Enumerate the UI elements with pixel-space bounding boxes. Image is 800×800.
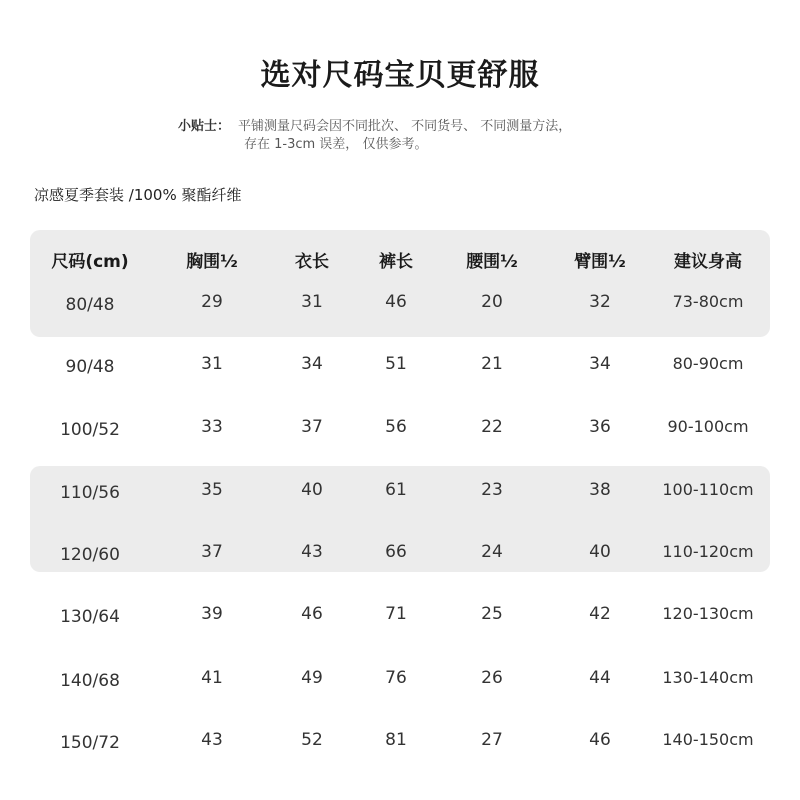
cell-chest: 35: [201, 480, 223, 500]
cell-pants-length: 61: [385, 480, 407, 500]
tip-note: [178, 118, 698, 154]
cell-size: 130/64: [60, 607, 120, 627]
tip-line-2: 存在 1-3cm 误差， 仅供参考。: [244, 137, 428, 152]
header-height: 建议身高: [674, 252, 742, 272]
cell-top-length: 52: [301, 730, 323, 750]
cell-height: 73-80cm: [672, 292, 744, 311]
cell-height: 140-150cm: [662, 730, 754, 749]
cell-size: 100/52: [60, 420, 120, 440]
cell-chest: 37: [201, 542, 223, 562]
cell-pants-length: 46: [385, 292, 407, 312]
cell-pants-length: 66: [385, 542, 407, 562]
header-waist: 腰围½: [466, 252, 518, 272]
cell-waist: 20: [481, 292, 503, 312]
tip-label: 小贴士：: [178, 119, 231, 134]
cell-arm: 40: [589, 542, 611, 562]
cell-height: 120-130cm: [662, 604, 754, 623]
cell-size: 90/48: [65, 357, 115, 377]
cell-height: 110-120cm: [662, 542, 754, 561]
cell-size: 120/60: [60, 545, 120, 565]
header-top-length: 衣长: [295, 252, 329, 272]
cell-arm: 42: [589, 604, 611, 624]
cell-arm: 38: [589, 480, 611, 500]
product-subtitle: 凉感夏季套装 /100% 聚酯纤维: [34, 186, 242, 204]
cell-pants-length: 51: [385, 354, 407, 374]
header-chest: 胸围½: [186, 252, 238, 272]
cell-height: 80-90cm: [672, 354, 744, 373]
cell-height: 100-110cm: [662, 480, 754, 499]
cell-top-length: 31: [301, 292, 323, 312]
cell-waist: 25: [481, 604, 503, 624]
header-arm: 臂围½: [574, 252, 626, 272]
cell-waist: 26: [481, 668, 503, 688]
cell-waist: 23: [481, 480, 503, 500]
header-pants-length: 裤长: [379, 252, 413, 272]
cell-top-length: 37: [301, 417, 323, 437]
cell-height: 90-100cm: [667, 417, 749, 436]
cell-chest: 33: [201, 417, 223, 437]
cell-arm: 44: [589, 668, 611, 688]
cell-waist: 21: [481, 354, 503, 374]
cell-waist: 24: [481, 542, 503, 562]
cell-chest: 29: [201, 292, 223, 312]
cell-arm: 46: [589, 730, 611, 750]
cell-waist: 27: [481, 730, 503, 750]
cell-height: 130-140cm: [662, 668, 754, 687]
cell-size: 110/56: [60, 483, 120, 503]
cell-size: 80/48: [65, 295, 115, 315]
cell-waist: 22: [481, 417, 503, 437]
tip-line-1: 平铺测量尺码会因不同批次、 不同货号、 不同测量方法，: [238, 119, 572, 134]
cell-arm: 34: [589, 354, 611, 374]
cell-size: 140/68: [60, 671, 120, 691]
cell-pants-length: 81: [385, 730, 407, 750]
cell-chest: 41: [201, 668, 223, 688]
cell-chest: 43: [201, 730, 223, 750]
cell-top-length: 46: [301, 604, 323, 624]
cell-top-length: 49: [301, 668, 323, 688]
cell-size: 150/72: [60, 733, 120, 753]
cell-top-length: 34: [301, 354, 323, 374]
cell-top-length: 43: [301, 542, 323, 562]
cell-chest: 39: [201, 604, 223, 624]
page-title: 选对尺码宝贝更舒服: [260, 58, 540, 93]
cell-pants-length: 76: [385, 668, 407, 688]
header-size: 尺码(cm): [51, 252, 129, 272]
cell-arm: 32: [589, 292, 611, 312]
cell-top-length: 40: [301, 480, 323, 500]
cell-pants-length: 71: [385, 604, 407, 624]
cell-arm: 36: [589, 417, 611, 437]
cell-chest: 31: [201, 354, 223, 374]
cell-pants-length: 56: [385, 417, 407, 437]
